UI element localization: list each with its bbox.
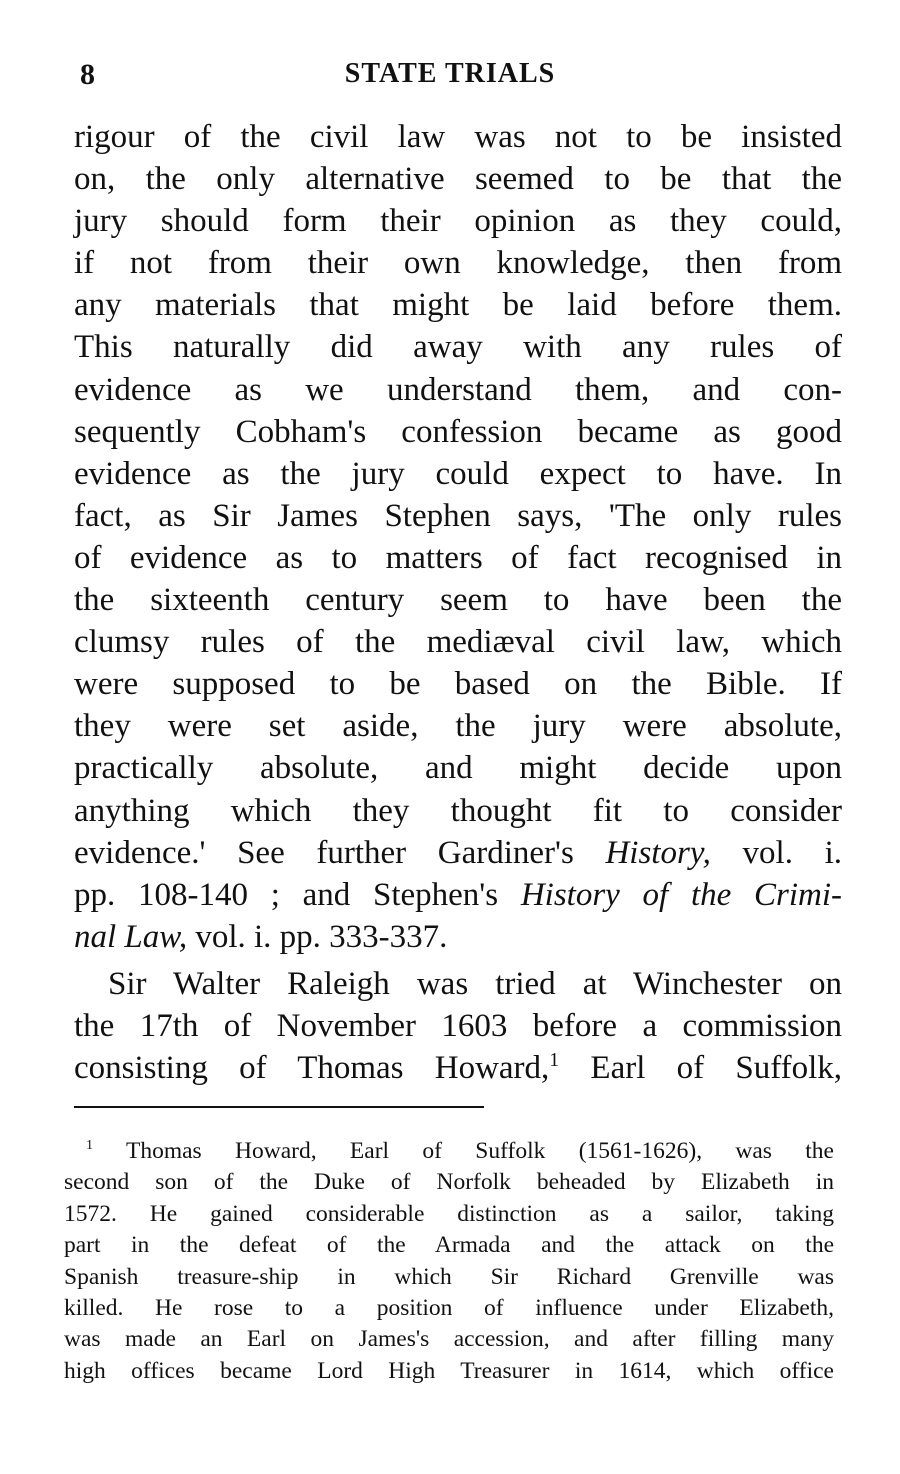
text-run: vol. i. pp. 333-337. [187, 918, 448, 955]
footnote-line: 1572. He gained considerable distinction as a sailor, taking [64, 1200, 834, 1227]
footnotes [64, 1136, 834, 1387]
footnote-line: Spanish treasure-ship in which Sir Richard Grenville was [64, 1263, 834, 1290]
body-line: were supposed to be based on the Bible. If [74, 666, 842, 703]
body-line: evidence as the jury could expect to have. In [74, 455, 842, 492]
body-line: This naturally did away with any rules of [74, 329, 842, 366]
footnote-line: second son of the Duke of Norfolk beheaded by Elizabeth in [64, 1169, 834, 1196]
footnote-line: high offices became Lord High Treasurer in 1614, which office [64, 1357, 834, 1384]
body-line [74, 832, 842, 874]
body-line: clumsy rules of the mediæval civil law, which [74, 624, 842, 661]
running-head [0, 58, 900, 98]
body-line [74, 1047, 842, 1089]
text-run: evidence.' See further Gardiner's [74, 834, 606, 871]
text-run: vol. i. [710, 834, 842, 871]
body-line: jury should form their opinion as they could, [74, 203, 842, 240]
body-line: rigour of the civil law was not to be insisted [74, 119, 842, 155]
book-title: History, [605, 834, 711, 871]
body-line: anything which they thought fit to consider [74, 792, 842, 829]
body-line: the 17th of November 1603 before a commission [74, 1007, 842, 1044]
text-run: Earl of Suffolk, [559, 1050, 842, 1087]
body-line [74, 916, 842, 958]
body-line: they were set aside, the jury were absolute, [74, 708, 842, 745]
text-run: Thomas Howard, Earl of Suffolk (1561-1626), was the [93, 1138, 834, 1164]
running-title: STATE TRIALS [344, 58, 556, 89]
footnote-line: was made an Earl on James's accession, and after filling many [64, 1326, 834, 1353]
book-title: History of the Crimi- [520, 876, 842, 913]
paragraph [74, 963, 842, 1089]
text-run: consisting of Thomas Howard, [74, 1050, 550, 1087]
body-line: if not from their own knowledge, then from [74, 245, 842, 282]
body-line: sequently Cobham's confession became as good [74, 413, 842, 450]
book-title: nal Law, [74, 918, 188, 955]
footnote-ref[interactable]: 1 [549, 1049, 560, 1072]
text-run: pp. 108-140 ; and Stephen's [74, 876, 521, 913]
body-line: evidence as we understand them, and con- [74, 371, 842, 408]
body-line: on, the only alternative seemed to be that the [74, 161, 842, 198]
footnote-marker: 1 [86, 1137, 94, 1154]
footnote-line: killed. He rose to a position of influence under Elizabeth, [64, 1294, 834, 1321]
body-line [74, 874, 842, 916]
body-line: fact, as Sir James Stephen says, 'The only rules [74, 497, 842, 534]
page-number: 8 [80, 58, 95, 91]
footnote-line: part in the defeat of the Armada and the attack on the [64, 1232, 834, 1259]
body-line: any materials that might be laid before them. [74, 287, 842, 324]
body-line: of evidence as to matters of fact recognised in [74, 539, 842, 576]
body-line: practically absolute, and might decide upon [74, 750, 842, 787]
body-line: the sixteenth century seem to have been the [74, 582, 842, 619]
footnote-divider [74, 1106, 484, 1108]
footnote-line [64, 1136, 834, 1167]
body-text [74, 116, 842, 1089]
body-line: Sir Walter Raleigh was tried at Winchester on [108, 965, 842, 1002]
